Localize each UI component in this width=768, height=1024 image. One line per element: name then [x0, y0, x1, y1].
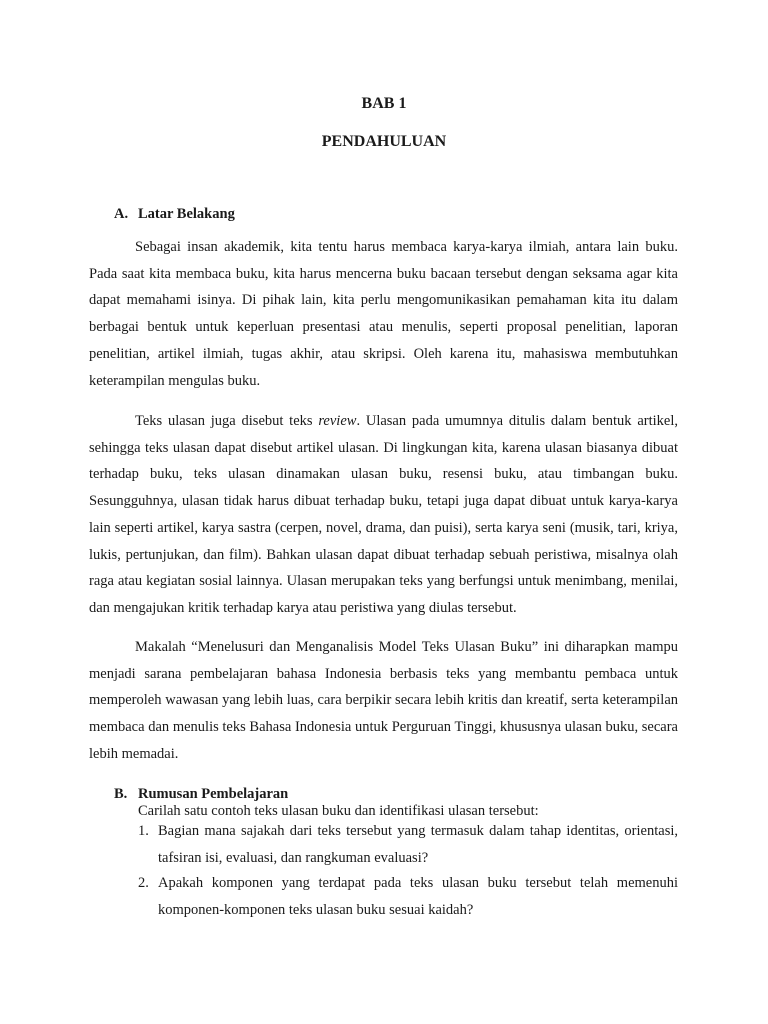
list-item-number: 2. [138, 875, 149, 892]
section-a-heading [114, 206, 235, 223]
paragraph-2-italic: review [318, 413, 357, 429]
paragraph-2-rest: . Ulasan pada umumnya ditulis dalam bentuk artikel, sehingga teks ulasan dapat disebut artikel ulasan. Di lingkungan kita, karena ulasan biasanya dibuat terhadap buku, teks ulasan dinamakan ulasan buku, resensi buku, atau timbangan buku. Sesungguhnya, ulasan tidak harus dibuat terhadap buku, tetapi juga dapat dibuat untuk karya-karya lain seperti artikel, karya sastra (cerpen, novel, drama, dan puisi), serta karya seni (musik, tari, kriya, lukis, pertunjukan, dan film). Bahkan ulasan dapat dibuat terhadap sebuah peristiwa, misalnya olah raga atau kegiatan sosial lainnya. Ulasan merupakan teks yang berfungsi untuk menimbang, menilai, dan mengajukan kritik terhadap karya atau peristiwa yang diulas tersebut. [89, 413, 678, 616]
paragraph-1: Sebagai insan akademik, kita tentu harus membaca karya-karya ilmiah, antara lain buku. Pada saat kita membaca buku, kita harus mencerna buku bacaan tersebut dengan seksama agar kita dapat memahami isinya. Di pihak lain, kita perlu mengomunikasikan pemahaman kita itu dalam berbagai bentuk untuk keperluan presentasi atau menulis, seperti proposal penelitian, laporan penelitian, artikel ilmiah, tugas akhir, atau skripsi. Oleh karena itu, mahasiswa membutuhkan keterampilan mengulas buku. [89, 239, 678, 389]
section-a-letter: A. [114, 206, 129, 222]
section-b-title: Rumusan Pembelajaran [138, 786, 289, 802]
list-item-text: Bagian mana sajakah dari teks tersebut yang termasuk dalam tahap identitas, orientasi, tafsiran isi, evaluasi, dan rangkuman evaluasi? [158, 823, 678, 866]
paragraph-3: Makalah “Menelusuri dan Menganalisis Model Teks Ulasan Buku” ini diharapkan mampu menjadi sarana pembelajaran bahasa Indonesia berbasis teks yang membantu pembaca untuk memperoleh wawasan yang lebih luas, cara berpikir secara lebih kritis dan kreatif, serta keterampilan membaca dan menulis teks Bahasa Indonesia untuk Perguruan Tinggi, khususnya ulasan buku, secara lebih memadai. [89, 639, 678, 762]
chapter-title: PENDAHULUAN [321, 133, 447, 150]
question-list [138, 818, 678, 923]
section-b-letter: B. [114, 786, 128, 802]
list-item-text: Apakah komponen yang terdapat pada teks ulasan buku tersebut telah memenuhi komponen-komponen teks ulasan buku sesuai kaidah? [158, 875, 678, 919]
section-b-intro: Carilah satu contoh teks ulasan buku dan identifikasi ulasan tersebut: [138, 803, 539, 819]
chapter-label: BAB 1 [361, 95, 407, 112]
list-item-number: 1. [138, 823, 149, 839]
paragraph-2 [89, 408, 678, 622]
paragraph-2-start: Teks ulasan juga disebut teks [135, 413, 319, 429]
list-item [138, 870, 678, 923]
section-a-title: Latar Belakang [138, 206, 235, 222]
list-item [138, 818, 678, 871]
